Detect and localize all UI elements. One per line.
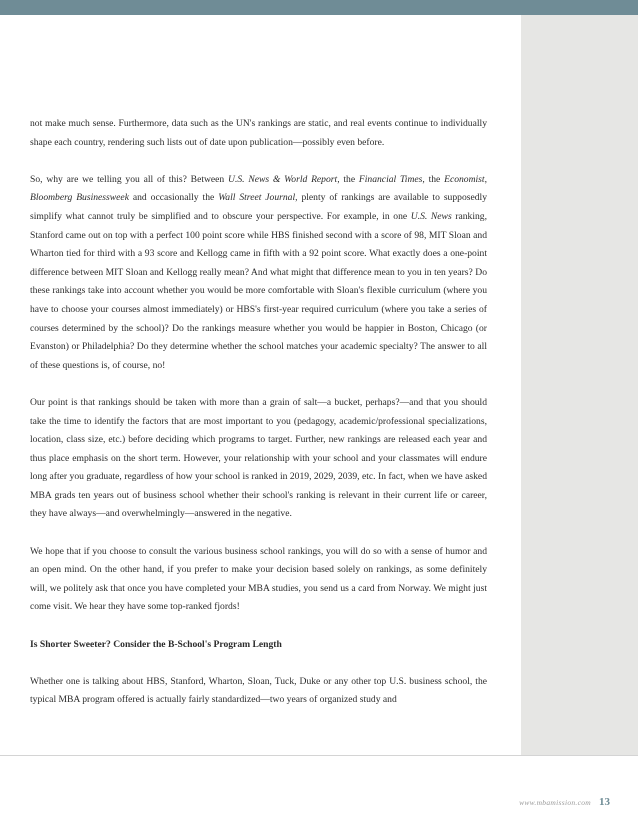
page-body [30,115,487,710]
page-footer [519,796,610,808]
paragraph: not make much sense. Furthermore, data such as the UN's rankings are static, and real events continue to individually shape each country, rendering such lists out of date upon publication—possibly even before. [30,118,487,148]
footer-url[interactable]: www.mbamission.com [519,798,591,807]
top-accent-bar [0,0,638,15]
side-panel [521,15,638,755]
paragraph: Whether one is talking about HBS, Stanford, Wharton, Sloan, Tuck, Duke or any other top U.S. business school, the typical MBA program offered is actually fairly standardized—two years of organized study and [30,675,487,706]
footer-divider [0,755,638,756]
paragraph: So, why are we telling you all of this? Between U.S. News & World Report, the Financial Times, the Economist, Bloomberg Businessweek and occasionally the Wall Street Journal, plenty of rankings are available to supposedly simplify what cannot truly be simplified and to obscure your perspective. For example, in one U.S. News ranking, Stanford came out on top with a perfect 100 point score while HBS finished second with a score of 98, MIT Sloan and Wharton tied for third with a 93 score and Kellogg came in fifth with a 92 point score. What exactly does a one-point difference between MIT Sloan and Kellogg really mean? And what might that difference mean to you in ten years? Do these rankings take into account whether you would be more comfortable with Sloan's flexible curriculum (where you have to choose your courses almost immediately) or HBS's first-year required curriculum (where you take a series of courses determined by the school)? Do the rankings measure whether you would be happier in Boston, Chicago (or Evanston) or Philadelphia? Do they determine whether the school matches your academic specialty? The answer to all of these questions is, of course, no! [30,173,487,371]
paragraph: Our point is that rankings should be taken with more than a grain of salt—a bucket, perhaps?—and that you should take the time to identify the factors that are most important to you (pedagogy, academic/professional specializations, location, class size, etc.) before deciding which programs to target. Further, new rankings are released each year and thus place emphasis on the short term. However, your relationship with your school and your classmates will endure long after you graduate, regardless of how your school is ranked in 2019, 2029, 2039, etc. In fact, when we have asked MBA grads ten years out of business school whether their school's ranking is relevant in their current life or career, they have always—and overwhelmingly—answered in the negative. [30,396,487,520]
page-number: 13 [599,796,610,808]
section-heading: Is Shorter Sweeter? Consider the B-School's Program Length [30,638,282,650]
paragraph: We hope that if you choose to consult the various business school rankings, you will do so with a sense of humor and an open mind. On the other hand, if you prefer to make your decision based solely on rankings, as some definitely will, we politely ask that once you have completed your MBA studies, you send us a card from Norway. We might just come visit. We hear they have some top-ranked fjords! [30,545,487,613]
